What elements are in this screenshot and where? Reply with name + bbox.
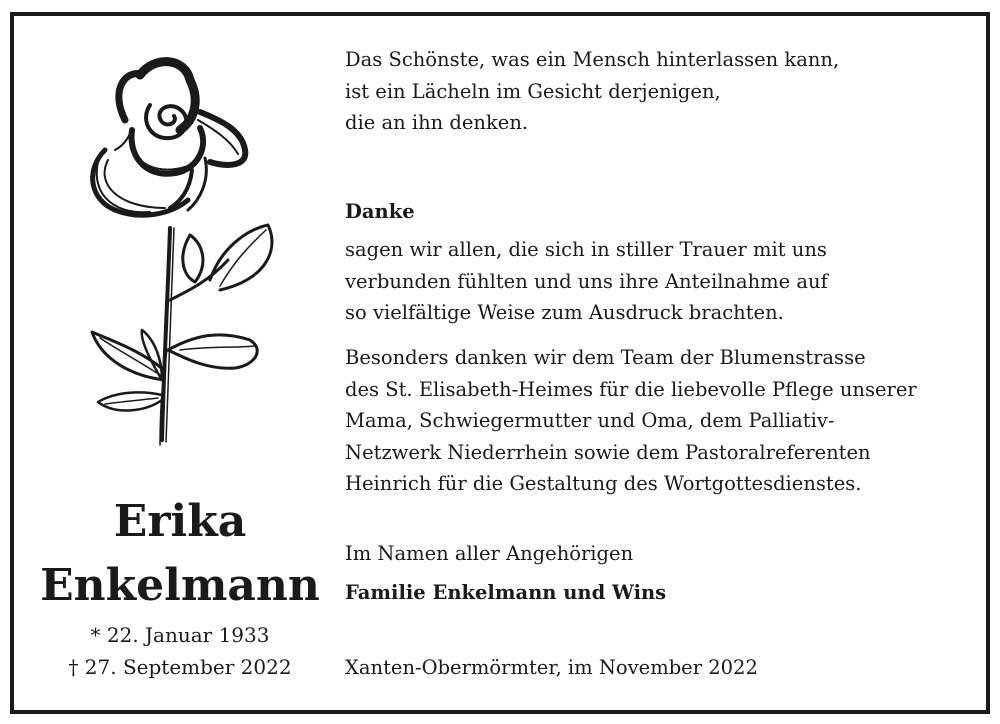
quote-line: die an ihn denken. [345, 111, 529, 134]
special-thanks-line: Heinrich für die Gestaltung des Wortgottesdienstes. [345, 472, 862, 495]
birth-date: * 22. Januar 1933 [90, 623, 270, 647]
special-thanks-line: Netzwerk Niederrhein sowie dem Pastoralreferenten [345, 440, 871, 464]
family-signature: Familie Enkelmann und Wins [345, 581, 667, 604]
memorial-quote [345, 44, 965, 139]
thanks-heading: Danke [345, 200, 415, 223]
rose-illustration [70, 50, 300, 460]
deceased-last-name: Enkelmann [40, 560, 320, 611]
special-thanks-paragraph [345, 342, 965, 500]
place-and-date: Xanten-Obermörmter, im November 2022 [345, 656, 758, 679]
special-thanks-line: des St. Elisabeth-Heimes für die liebevolle Pflege unserer [345, 377, 917, 401]
quote-line: Das Schönste, was ein Mensch hinterlassen kann, [345, 48, 840, 71]
thanks-line: sagen wir allen, die sich in stiller Trauer mit uns [345, 238, 827, 261]
on-behalf-line: Im Namen aller Angehörigen [345, 542, 634, 565]
special-thanks-line: Besonders danken wir dem Team der Blumenstrasse [345, 346, 866, 369]
thanks-paragraph [345, 234, 965, 329]
deceased-first-name: Erika [113, 496, 247, 547]
quote-line: ist ein Lächeln im Gesicht derjenigen, [345, 79, 721, 103]
thanks-line: so vielfältige Weise zum Ausdruck brachten. [345, 301, 784, 324]
thanks-line: verbunden fühlten und uns ihre Anteilnahme auf [345, 269, 828, 293]
death-date: † 27. September 2022 [68, 655, 292, 679]
special-thanks-line: Mama, Schwiegermutter und Oma, dem Palliativ- [345, 409, 835, 432]
